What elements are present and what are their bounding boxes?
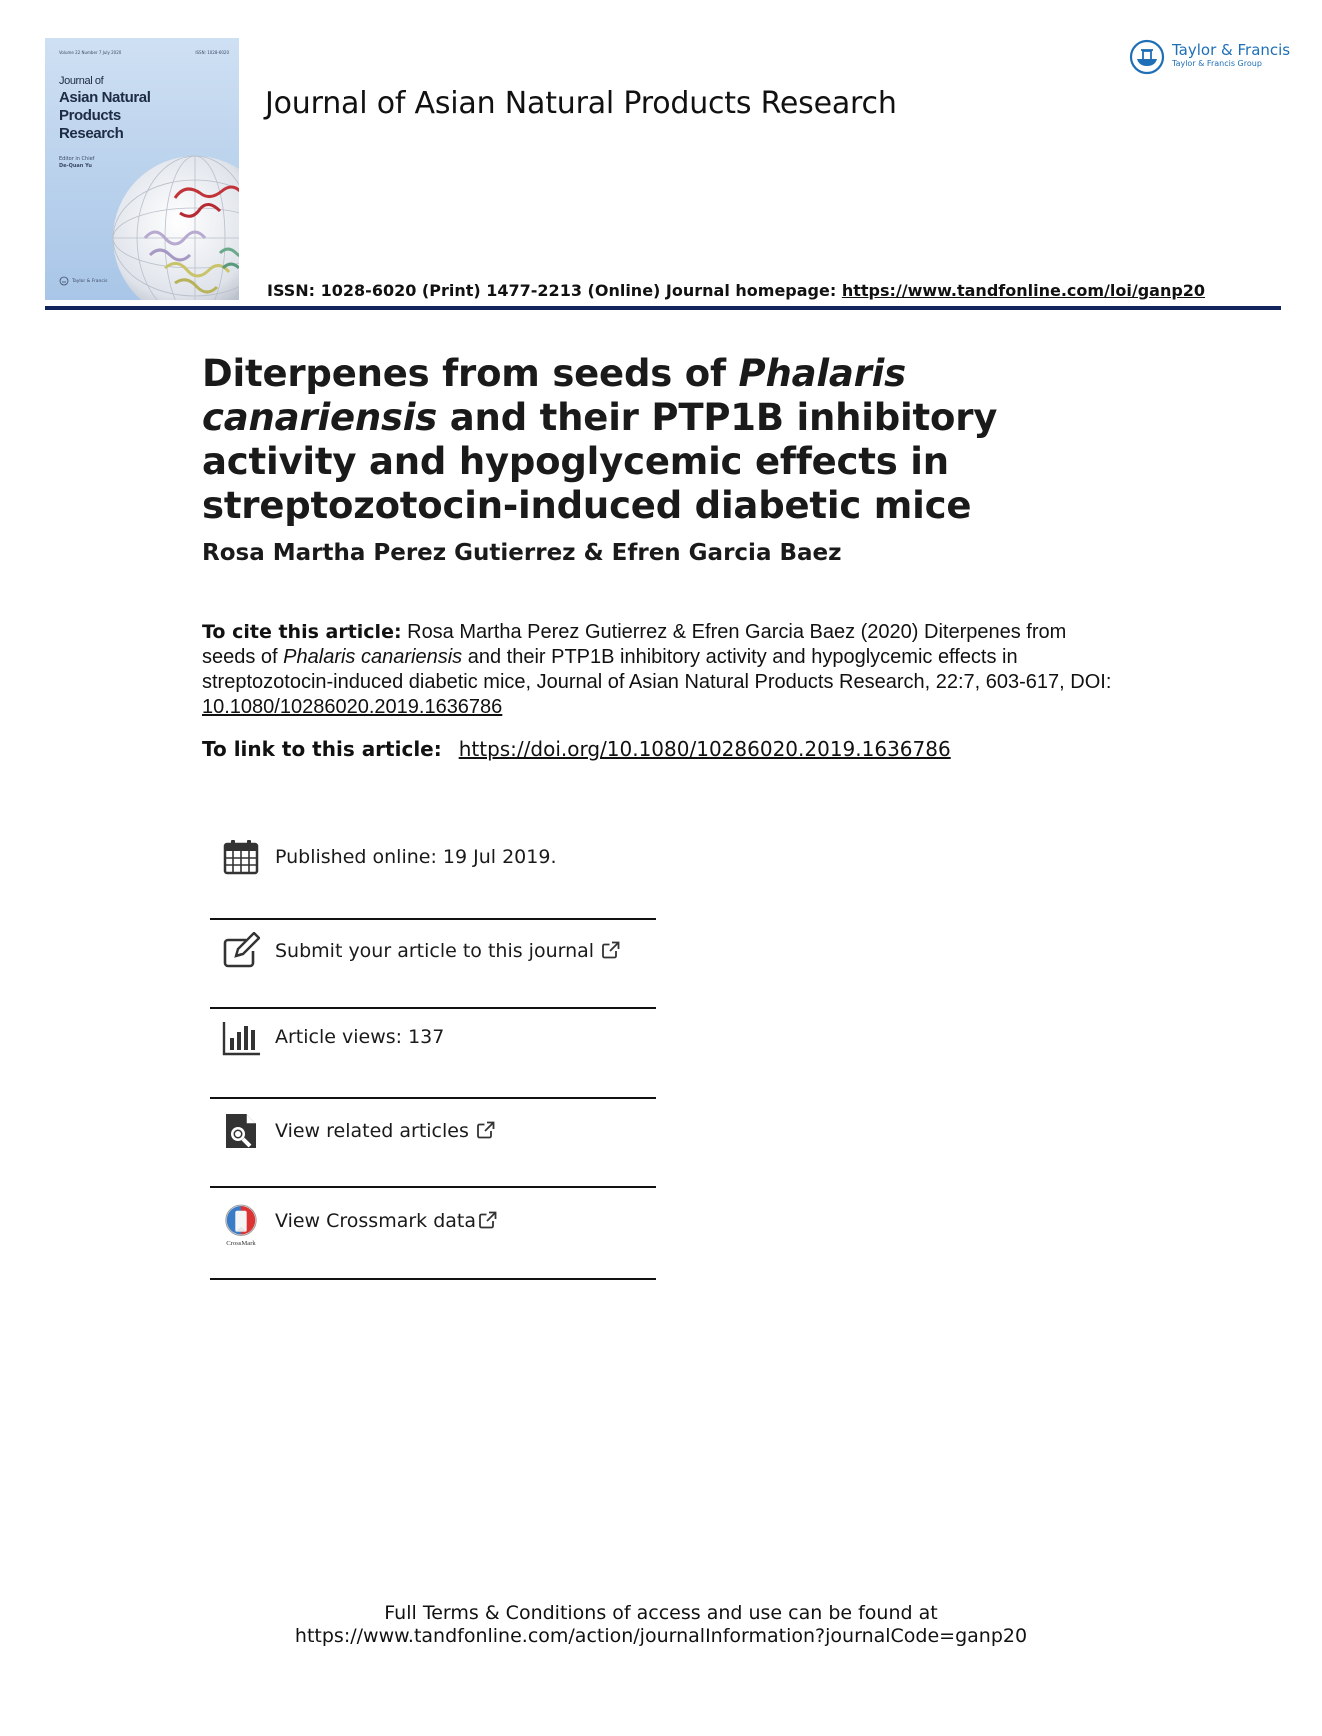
info-divider (210, 1278, 656, 1280)
article-views-row (210, 1018, 656, 1104)
citation-label: To cite this article: (202, 621, 402, 643)
crossmark-icon (222, 1202, 260, 1248)
external-link-icon (479, 1211, 497, 1229)
issn-text: ISSN: 1028-6020 (Print) 1477-2213 (Online) Journal homepage: (267, 281, 842, 300)
published-online-row (210, 838, 656, 924)
title-part-2: and their PTP1B inhibitory activity and hypoglycemic effects in streptozotocin-induced diabetic mice (202, 396, 998, 527)
info-divider (210, 1097, 656, 1099)
title-part-1: Diterpenes from seeds of (202, 352, 739, 395)
cover-volume: Volume 22 Number 7 July 2020 (59, 50, 122, 55)
related-articles-text: View related articles (275, 1120, 469, 1142)
publisher-name: Taylor & Francis (1172, 41, 1291, 59)
published-online-text: Published online: 19 Jul 2019. (275, 846, 557, 868)
footer-terms-url[interactable]: https://www.tandfonline.com/action/journalInformation?journalCode=ganp20 (294, 1625, 1028, 1647)
citation-doi-link[interactable]: 10.1080/10286020.2019.1636786 (202, 696, 503, 718)
publisher-logo-icon (1128, 38, 1166, 76)
document-search-icon (222, 1112, 260, 1150)
calendar-icon (222, 838, 260, 876)
header-rule (45, 306, 1281, 310)
crossmark-logo-text: CrossMark (226, 1239, 256, 1247)
cover-sphere-image (105, 143, 239, 300)
cover-editor (59, 156, 94, 170)
related-articles-link[interactable] (275, 1120, 495, 1142)
cover-editor-name: De-Quan Yu (59, 163, 92, 169)
crossmark-row[interactable] (210, 1202, 656, 1288)
cover-title-line-3: Research (59, 125, 124, 142)
info-divider (210, 1186, 656, 1188)
publisher-group: Taylor & Francis Group (1172, 59, 1262, 68)
cover-logo-icon (59, 276, 69, 286)
article-link-row (202, 737, 951, 761)
crossmark-link[interactable] (275, 1210, 497, 1232)
article-link-label: To link to this article: (202, 737, 449, 761)
terms-footer (0, 1602, 1322, 1648)
external-link-icon (477, 1121, 495, 1139)
info-divider (210, 918, 656, 920)
submit-article-link[interactable] (275, 940, 620, 962)
article-authors: Rosa Martha Perez Gutierrez & Efren Garcia Baez (202, 540, 842, 566)
edit-icon (222, 932, 260, 970)
cover-title-line-2: Products (59, 107, 121, 124)
journal-cover (45, 38, 239, 300)
bar-chart-icon (222, 1018, 260, 1056)
cover-title-line-1: Asian Natural (59, 89, 151, 106)
publisher-logo-text (1172, 43, 1290, 71)
article-doi-url-link[interactable]: https://doi.org/10.1080/10286020.2019.1636786 (458, 737, 951, 761)
external-link-icon (602, 941, 620, 959)
cover-title (59, 74, 179, 143)
submit-article-text: Submit your article to this journal (275, 940, 595, 962)
journal-homepage-link[interactable]: https://www.tandfonline.com/loi/ganp20 (841, 281, 1206, 300)
cover-title-small: Journal of (59, 75, 104, 87)
title-species-italic: Phalaris canariensis (202, 352, 906, 439)
issn-line (267, 281, 1205, 300)
info-divider (210, 1007, 656, 1009)
cover-editor-label: Editor in Chief (59, 156, 95, 162)
citation-species-italic: Phalaris canariensis (283, 646, 463, 668)
submit-article-row[interactable] (210, 932, 656, 1018)
footer-line-1: Full Terms & Conditions of access and use can be found at (384, 1602, 938, 1624)
cover-top-line (59, 50, 229, 55)
article-title (202, 352, 1102, 528)
publisher-logo[interactable] (1128, 38, 1290, 76)
cover-issn: ISSN: 1028-6020 (195, 50, 229, 55)
citation-text-part-1: Rosa Martha Perez Gutierrez & Efren Garcia Baez (2020) Diterpenes from seeds of (202, 621, 1067, 668)
cover-publisher-logo (59, 276, 107, 286)
article-views-text: Article views: 137 (275, 1026, 445, 1048)
crossmark-text: View Crossmark data (275, 1210, 477, 1232)
citation-text-part-2: and their PTP1B inhibitory activity and hypoglycemic effects in streptozotocin-induced diabetic mice, Journal of Asian Natural Products Research, 22:7, 603-617, DOI: (202, 646, 1112, 693)
journal-name: Journal of Asian Natural Products Research (265, 86, 897, 121)
cover-logo-text: Taylor & Francis (72, 278, 108, 284)
citation-block (202, 620, 1122, 720)
